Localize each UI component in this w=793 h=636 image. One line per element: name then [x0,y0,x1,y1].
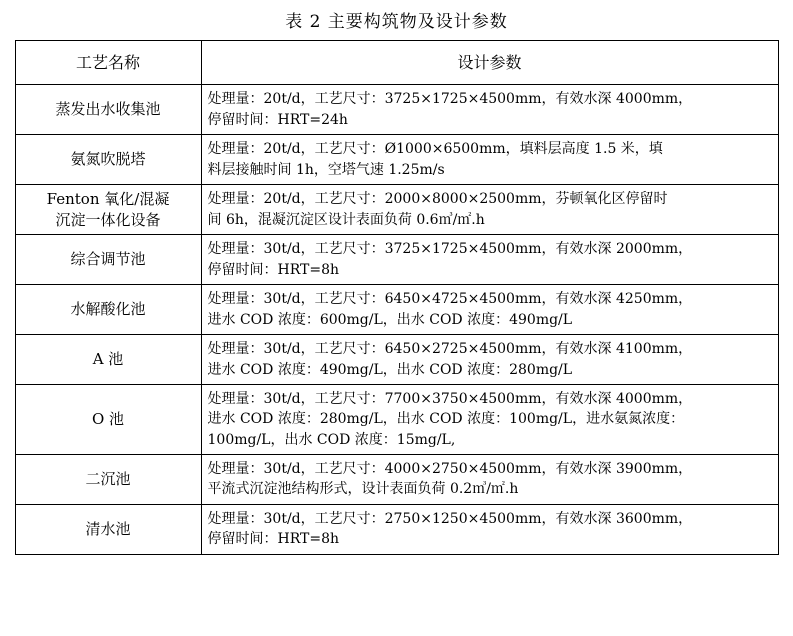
row-design-parameters [201,454,778,504]
name-line: 水解酸化池 [70,300,146,319]
table-row [15,185,778,235]
row-design-parameters [201,385,778,455]
param-line: 处理量：30t/d，工艺尺寸：6450×4725×4500mm，有效水深 4250mm， [207,291,693,308]
name-line: 蒸发出水收集池 [55,100,161,119]
param-line: 进水 COD 浓度：600mg/L，出水 COD 浓度：490mg/L [207,311,573,328]
param-line: 处理量：30t/d，工艺尺寸：7700×3750×4500mm，有效水深 4000mm， [207,391,693,407]
table-row [15,285,778,335]
header-cell-design-parameters: 设计参数 [201,41,778,85]
table-row [15,385,778,455]
param-line: 平流式沉淀池结构形式，设计表面负荷 0.2㎥/㎡.h [207,481,519,498]
page-title: 表 2 主要构筑物及设计参数 [285,12,508,32]
row-design-parameters [201,335,778,385]
row-process-name [15,504,201,554]
param-line: 处理量：30t/d，工艺尺寸：2750×1250×4500mm，有效水深 3600mm， [207,511,693,528]
table-header-row [15,41,778,85]
row-process-name [15,185,201,235]
name-line: 清水池 [85,520,131,539]
param-line: 处理量：20t/d，工艺尺寸：3725×1725×4500mm，有效水深 4000mm， [207,91,693,108]
row-design-parameters [201,85,778,135]
param-line: 料层接触时间 1h，空塔气速 1.25m/s [207,161,445,178]
name-line: Fenton 氧化/混凝 [46,190,170,209]
row-process-name [15,335,201,385]
name-line: 氨氮吹脱塔 [70,150,146,169]
row-process-name [15,385,201,455]
row-design-parameters [201,135,778,185]
table-row [15,135,778,185]
param-line: 处理量：20t/d，工艺尺寸：2000×8000×2500mm，芬顿氧化区停留时 [207,191,668,208]
table-row [15,235,778,285]
name-line: 二沉池 [85,470,131,489]
param-line: 处理量：30t/d，工艺尺寸：6450×2725×4500mm，有效水深 4100mm， [207,341,693,358]
name-line: O 池 [91,410,125,429]
design-parameters-table [15,40,779,555]
row-design-parameters [201,285,778,335]
table-row [15,85,778,135]
row-design-parameters [201,235,778,285]
param-line: 停留时间：HRT=8h [207,261,339,278]
name-line: 综合调节池 [70,250,146,269]
param-line: 间 6h，混凝沉淀区设计表面负荷 0.6㎥/㎡.h [207,211,485,228]
row-design-parameters [201,185,778,235]
row-design-parameters [201,504,778,554]
name-line: A 池 [92,350,124,369]
row-process-name [15,235,201,285]
param-line: 100mg/L，出水 COD 浓度：15mg/L, [207,431,456,448]
row-process-name [15,135,201,185]
param-line: 处理量：20t/d，工艺尺寸：Ø1000×6500mm，填料层高度 1.5 米，填 [207,141,663,158]
row-process-name [15,285,201,335]
param-line: 停留时间：HRT=8h [207,531,339,548]
param-line: 处理量：30t/d，工艺尺寸：3725×1725×4500mm，有效水深 2000mm， [207,241,693,258]
header-cell-process-name: 工艺名称 [15,41,201,85]
table-row [15,504,778,554]
name-line: 沉淀一体化设备 [55,210,161,229]
row-process-name [15,454,201,504]
param-line: 停留时间：HRT=24h [207,111,348,128]
param-line: 处理量：30t/d，工艺尺寸：4000×2750×4500mm，有效水深 3900mm， [207,461,693,478]
row-process-name [15,85,201,135]
param-line: 进水 COD 浓度：280mg/L，出水 COD 浓度：100mg/L，进水氨氮浓度： [207,411,685,428]
table-row [15,335,778,385]
param-line: 进水 COD 浓度：490mg/L，出水 COD 浓度：280mg/L [207,361,573,378]
table-row [15,454,778,504]
